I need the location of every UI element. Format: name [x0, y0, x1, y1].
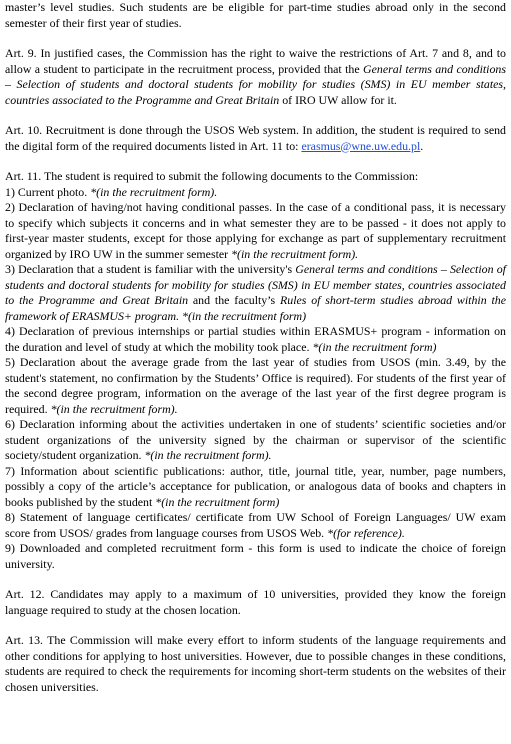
article-13: Art. 13. The Commission will make every effort to inform students of the language requirements and other conditions for applying to host universities. However, due to possible changes in these conditions, students are required to check the requirements for incoming short-term students on the websites of their chosen universities. [5, 633, 506, 694]
item-5-note: *(in the recruitment form). [50, 401, 178, 416]
article-9 [5, 46, 506, 108]
item-2-note: *(in the recruitment form). [231, 246, 359, 261]
item-8-note: *(for reference). [327, 525, 405, 540]
item-5-text: 5) Declaration about the average grade from the last year of studies from USOS (min. 3.49, by the student's statement, no confirmation by the Students’ Office is required). For students of the first year of the second degree program, information on the average of the last year of the first degree program is required. [5, 355, 506, 416]
article-11-heading: Art. 11. The student is required to submit the following documents to the Commission: [5, 169, 419, 183]
article-9-emphasis: General terms and conditions – Selection of students and doctoral students for mobility for studies (SMS) in EU member states, countries associated to the Programme and Great Britain [5, 61, 506, 107]
article-11 [5, 169, 506, 572]
article-11-item-2 [5, 200, 506, 262]
article-11-item-3 [5, 262, 506, 324]
article-10-text: Art. 10. Recruitment is done through the USOS Web system. In addition, the student is required to send the digital form of the required documents listed in Art. 11 to: [5, 123, 506, 153]
intro-paragraph: master’s level studies. Such students are be eligible for part-time studies abroad only in the second semester of their first year of studies. [5, 0, 506, 30]
item-7-note: *(in the recruitment form) [155, 494, 280, 509]
item-6-note: *(in the recruitment form). [144, 448, 272, 462]
item-3-text: 3) Declaration that a student is familiar with the university's [5, 262, 296, 276]
article-12: Art. 12. Candidates may apply to a maximum of 10 universities, provided they know the foreign language required to study at the chosen location. [5, 587, 506, 617]
article-11-item-1 [5, 185, 506, 201]
item-6-text: 6) Declaration informing about the activities undertaken in one of students’ scientific societies and/or student organizations of the university signed by the chairman or supervisor of the scientific society/student organization. [5, 417, 506, 462]
article-10 [5, 123, 506, 154]
article-11-item-6 [5, 417, 506, 464]
article-9-text-end: of IRO UW allow for it. [279, 92, 397, 107]
item-3-emphasis-1: General terms and conditions – Selection of students and doctoral students for mobility for studies (SMS) in EU member states, countries associated to the Programme and Great Britain [5, 262, 506, 307]
item-4-note: *(in the recruitment form) [312, 339, 437, 354]
article-11-item-7 [5, 464, 506, 511]
item-8-text: 8) Statement of language certificates/ certificate from UW School of Foreign Languages/ UW exam score from USOS/ grades from language courses from USOS Web. [5, 510, 506, 540]
article-10-text-end: . [420, 138, 424, 153]
item-4-text: 4) Declaration of previous internships or partial studies within ERASMUS+ program - information on the duration and level of study at which the mobility took place. [5, 324, 506, 354]
article-11-item-9: 9) Downloaded and completed recruitment form - this form is used to indicate the choice of foreign university. [5, 541, 506, 571]
item-1-note: *(in the recruitment form). [90, 184, 218, 199]
article-11-item-8 [5, 510, 506, 541]
item-2-text: 2) Declaration of having/not having conditional passes. In the case of a conditional pass, it is necessary to specify which subjects it concerns and in what semester they are to be passed - it does not apply to first-year master students, except for those applying for exchange as part of supplementary recruitment organized by IRO UW in the summer semester [5, 200, 506, 261]
item-3-text-mid: and the faculty’s [188, 293, 280, 307]
article-11-item-5 [5, 355, 506, 417]
email-link[interactable]: erasmus@wne.uw.edu.pl [301, 138, 421, 153]
article-9-text: Art. 9. In justified cases, the Commission has the right to waive the restrictions of Art. 7 and 8, and to allow a student to participate in the recruitment process, provided that the [5, 46, 506, 76]
article-11-item-4 [5, 324, 506, 355]
item-1-text: 1) Current photo. [5, 184, 91, 199]
item-3-emphasis-2: Rules of short-term studies abroad within the framework of ERASMUS+ program. *(in the recruitment form) [5, 293, 506, 323]
item-7-text: 7) Information about scientific publications: author, title, journal title, year, number, page numbers, possibly a copy of the article’s acceptance for publication, or analogous data of books and chapters in books published by the student [5, 463, 506, 509]
